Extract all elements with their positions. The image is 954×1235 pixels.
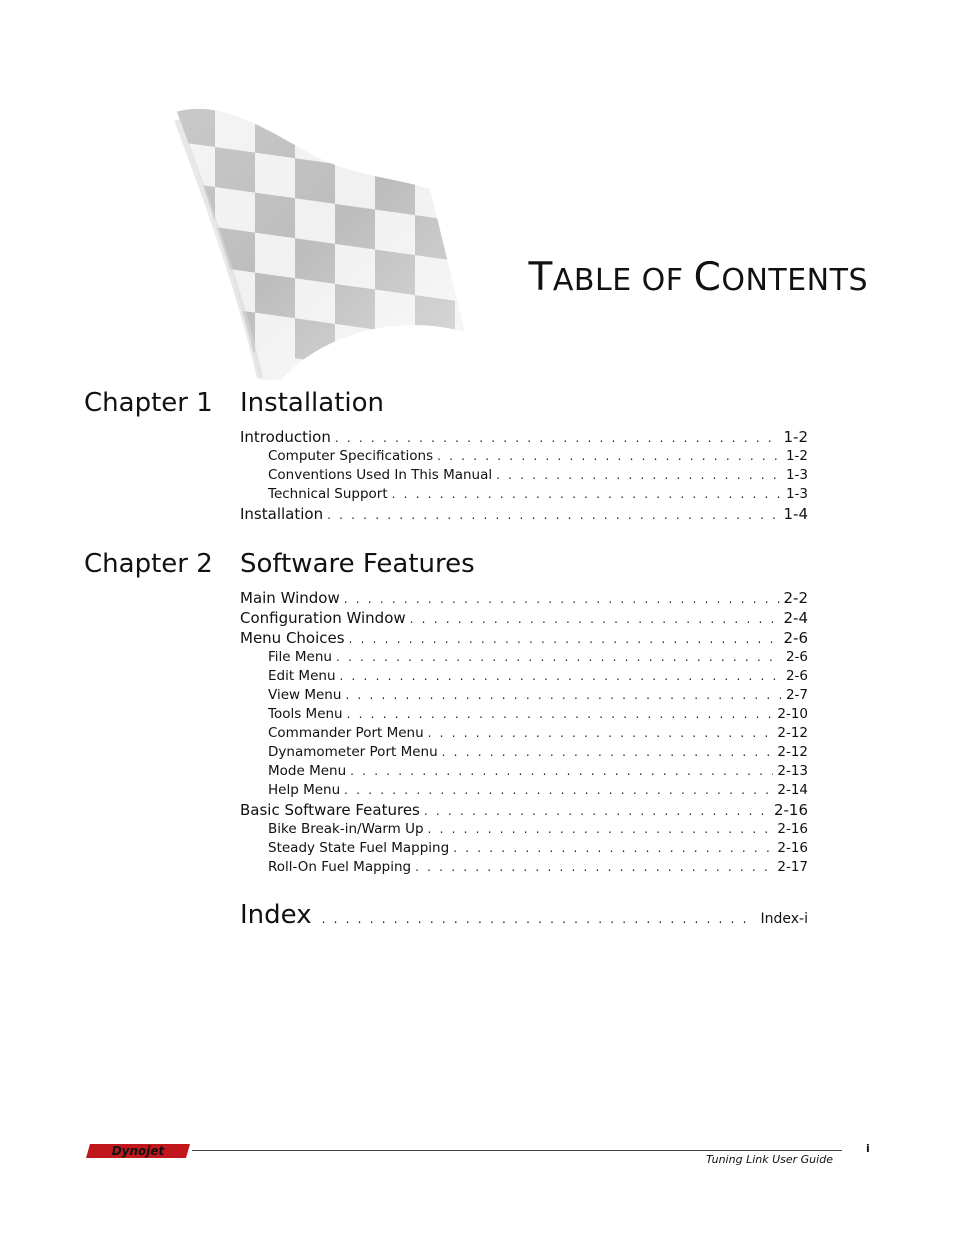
svg-text:Dynojet: Dynojet	[111, 1144, 165, 1158]
toc-entry-title: Tools Menu	[268, 706, 343, 722]
dot-leader	[428, 726, 774, 740]
toc-entry-page: 2-16	[777, 821, 808, 837]
dot-leader	[335, 431, 780, 445]
toc-entry[interactable]	[240, 428, 808, 448]
dot-leader	[496, 468, 782, 482]
toc-entry-page: 1-3	[785, 467, 808, 483]
dot-leader	[453, 841, 773, 855]
dot-leader	[349, 632, 780, 646]
toc-entry-title: Basic Software Features	[240, 801, 420, 819]
toc-entry[interactable]	[240, 744, 808, 763]
dot-leader	[322, 912, 755, 926]
toc-entry[interactable]	[240, 763, 808, 782]
dot-leader	[344, 783, 773, 797]
toc-entry-title: Computer Specifications	[268, 448, 434, 464]
toc-entry-title: Mode Menu	[268, 763, 347, 779]
page-title: TABLE OF CONTENTS	[528, 255, 868, 300]
toc-entry-page: 2-12	[777, 744, 808, 760]
toc-entry[interactable]	[240, 840, 808, 859]
dot-leader	[410, 612, 780, 626]
dot-leader	[340, 669, 782, 683]
toc-entry[interactable]	[240, 668, 808, 687]
toc-entry[interactable]	[240, 687, 808, 706]
dot-leader	[442, 745, 774, 759]
toc-entry-page: 2-16	[773, 801, 808, 819]
toc-entry-title: Conventions Used In This Manual	[268, 467, 493, 483]
toc-entry[interactable]	[240, 629, 808, 649]
toc-entry[interactable]	[240, 589, 808, 609]
toc-entry[interactable]	[240, 609, 808, 629]
dot-leader	[336, 650, 782, 664]
toc-entry-title: Roll-On Fuel Mapping	[268, 859, 412, 875]
toc-entry-title: Help Menu	[268, 782, 341, 798]
toc-entry[interactable]	[240, 859, 808, 878]
dot-leader	[437, 449, 782, 463]
toc-entry-title: Steady State Fuel Mapping	[268, 840, 450, 856]
chapter-1-label: Chapter 1	[84, 388, 213, 418]
index-title: Index	[240, 900, 312, 930]
toc-entry[interactable]	[240, 505, 808, 525]
toc-entry-title: Introduction	[240, 428, 331, 446]
chapter-1-title: Installation	[240, 388, 385, 418]
footer-guide-title: Tuning Link User Guide	[706, 1153, 833, 1166]
toc-entry-title: Installation	[240, 505, 324, 523]
toc-entry-title: File Menu	[268, 649, 332, 665]
toc-entry-page: 2-6	[783, 629, 808, 647]
dot-leader	[424, 804, 770, 818]
toc-entry-title: Bike Break-in/Warm Up	[268, 821, 424, 837]
toc-entry-page: 2-17	[777, 859, 808, 875]
toc-entry[interactable]	[240, 801, 808, 821]
page-number: i	[866, 1142, 870, 1155]
toc-entry-title: Dynamometer Port Menu	[268, 744, 438, 760]
toc-entry-page: 2-6	[785, 649, 808, 665]
toc-entry-page: 2-6	[785, 668, 808, 684]
dot-leader	[344, 592, 780, 606]
chapter-2-title: Software Features	[240, 549, 475, 579]
toc-entry-page: 2-4	[783, 609, 808, 627]
toc-entry-title: View Menu	[268, 687, 342, 703]
toc-entry-page: 1-2	[785, 448, 808, 464]
toc-entry[interactable]	[240, 486, 808, 505]
toc-entry-page: 2-12	[777, 725, 808, 741]
dynojet-logo	[86, 1143, 192, 1159]
toc-entry-page: 1-3	[785, 486, 808, 502]
dot-leader	[415, 860, 773, 874]
toc-entry-title: Technical Support	[268, 486, 388, 502]
dot-leader	[428, 822, 774, 836]
toc-entry-title: Commander Port Menu	[268, 725, 424, 741]
toc-entry-page: 1-4	[783, 505, 808, 523]
toc-entry-title: Edit Menu	[268, 668, 336, 684]
toc-entry-page: 2-14	[777, 782, 808, 798]
dot-leader	[327, 508, 779, 522]
toc-entry[interactable]	[240, 725, 808, 744]
dot-leader	[345, 688, 782, 702]
toc-entry-page: 2-16	[777, 840, 808, 856]
toc-entry[interactable]	[240, 649, 808, 668]
dot-leader	[350, 764, 773, 778]
toc-entry-page: 2-7	[785, 687, 808, 703]
toc-entry[interactable]	[240, 782, 808, 801]
dot-leader	[347, 707, 774, 721]
index-entry[interactable]	[240, 900, 808, 930]
chapter-1-entries	[240, 428, 808, 525]
toc-entry-title: Main Window	[240, 589, 340, 607]
toc-entry-page: 2-2	[783, 589, 808, 607]
toc-entry[interactable]	[240, 706, 808, 725]
toc-entry-title: Menu Choices	[240, 629, 345, 647]
chapter-2-entries	[240, 589, 808, 878]
dot-leader	[392, 487, 782, 501]
toc-entry-page: 1-2	[783, 428, 808, 446]
toc-entry[interactable]	[240, 821, 808, 840]
toc-entry-page: 2-10	[777, 706, 808, 722]
checkered-flag-image	[165, 100, 485, 380]
footer-rule	[192, 1150, 842, 1151]
toc-entry[interactable]	[240, 467, 808, 486]
toc-entry-page: 2-13	[777, 763, 808, 779]
index-page: Index-i	[760, 911, 808, 927]
toc-entry[interactable]	[240, 448, 808, 467]
chapter-2-label: Chapter 2	[84, 549, 213, 579]
toc-entry-title: Configuration Window	[240, 609, 406, 627]
